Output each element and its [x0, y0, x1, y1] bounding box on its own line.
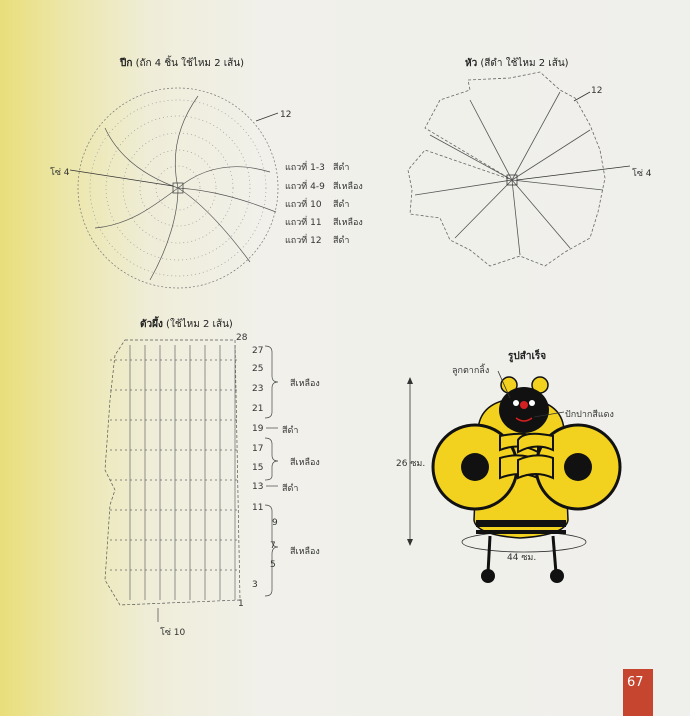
row-number: 11 — [252, 503, 264, 513]
page-number: 67 — [627, 675, 644, 690]
body-group-label: สีเหลือง — [290, 458, 320, 468]
row-number: 19 — [252, 424, 264, 434]
wing-legend-color: สีดำ — [333, 236, 350, 246]
row-number: 15 — [252, 463, 264, 473]
body-title: ตัวผึ้ง (ใช้ไหม 2 เส้น) — [140, 319, 233, 330]
row-number: 27 — [252, 346, 264, 356]
row-number: 13 — [252, 482, 264, 492]
body-chain-label: โซ่ 10 — [160, 628, 186, 638]
body-group-label: สีเหลือง — [290, 379, 320, 389]
wing-legend-rows: แถวที่ 10 — [285, 200, 322, 210]
row-number: 7 — [270, 541, 276, 551]
row-number: 21 — [252, 404, 264, 414]
finished-title: รูปสำเร็จ — [508, 351, 547, 362]
wing-chart — [70, 88, 278, 288]
wing-legend-color: สีเหลือง — [333, 218, 363, 228]
mouth-label: ปักปากสีแดง — [565, 410, 614, 420]
wing-legend-rows: แถวที่ 11 — [285, 218, 322, 228]
eyes-label: ลูกตากลิ้ง — [452, 366, 490, 376]
body-group-label: สีเหลือง — [290, 547, 320, 557]
row-number: 25 — [252, 364, 264, 374]
wing-legend-color: สีดำ — [333, 163, 350, 173]
body-group-label: สีดำ — [282, 484, 299, 494]
row-number: 28 — [236, 333, 248, 343]
wing-legend-color: สีเหลือง — [333, 182, 363, 192]
row-number: 9 — [272, 518, 278, 528]
wing-legend-color: สีดำ — [333, 200, 350, 210]
head-title: หัว (สีดำ ใช้ไหม 2 เส้น) — [465, 58, 569, 69]
row-number: 23 — [252, 384, 264, 394]
row-number: 17 — [252, 444, 264, 454]
width-label: 44 ซม. — [507, 553, 537, 563]
head-chain-label: โซ่ 4 — [632, 169, 652, 179]
page-number-tab — [623, 669, 653, 716]
head-round-label: 12 — [591, 86, 603, 96]
wing-legend-rows: แถวที่ 4-9 — [285, 182, 325, 192]
body-group-label: สีดำ — [282, 426, 299, 436]
row-number: 1 — [238, 599, 244, 609]
head-chart — [408, 72, 630, 266]
wing-chain-label: โซ่ 4 — [50, 168, 70, 178]
wing-legend-rows: แถวที่ 12 — [285, 236, 322, 246]
height-label: 26 ซม. — [396, 459, 426, 469]
wing-legend-rows: แถวที่ 1-3 — [285, 163, 325, 173]
wing-title: ปีก (ถัก 4 ชิ้น ใช้ไหม 2 เส้น) — [120, 58, 244, 69]
wing-round-label: 12 — [280, 110, 292, 120]
row-number: 3 — [252, 580, 258, 590]
row-number: 5 — [270, 560, 276, 570]
